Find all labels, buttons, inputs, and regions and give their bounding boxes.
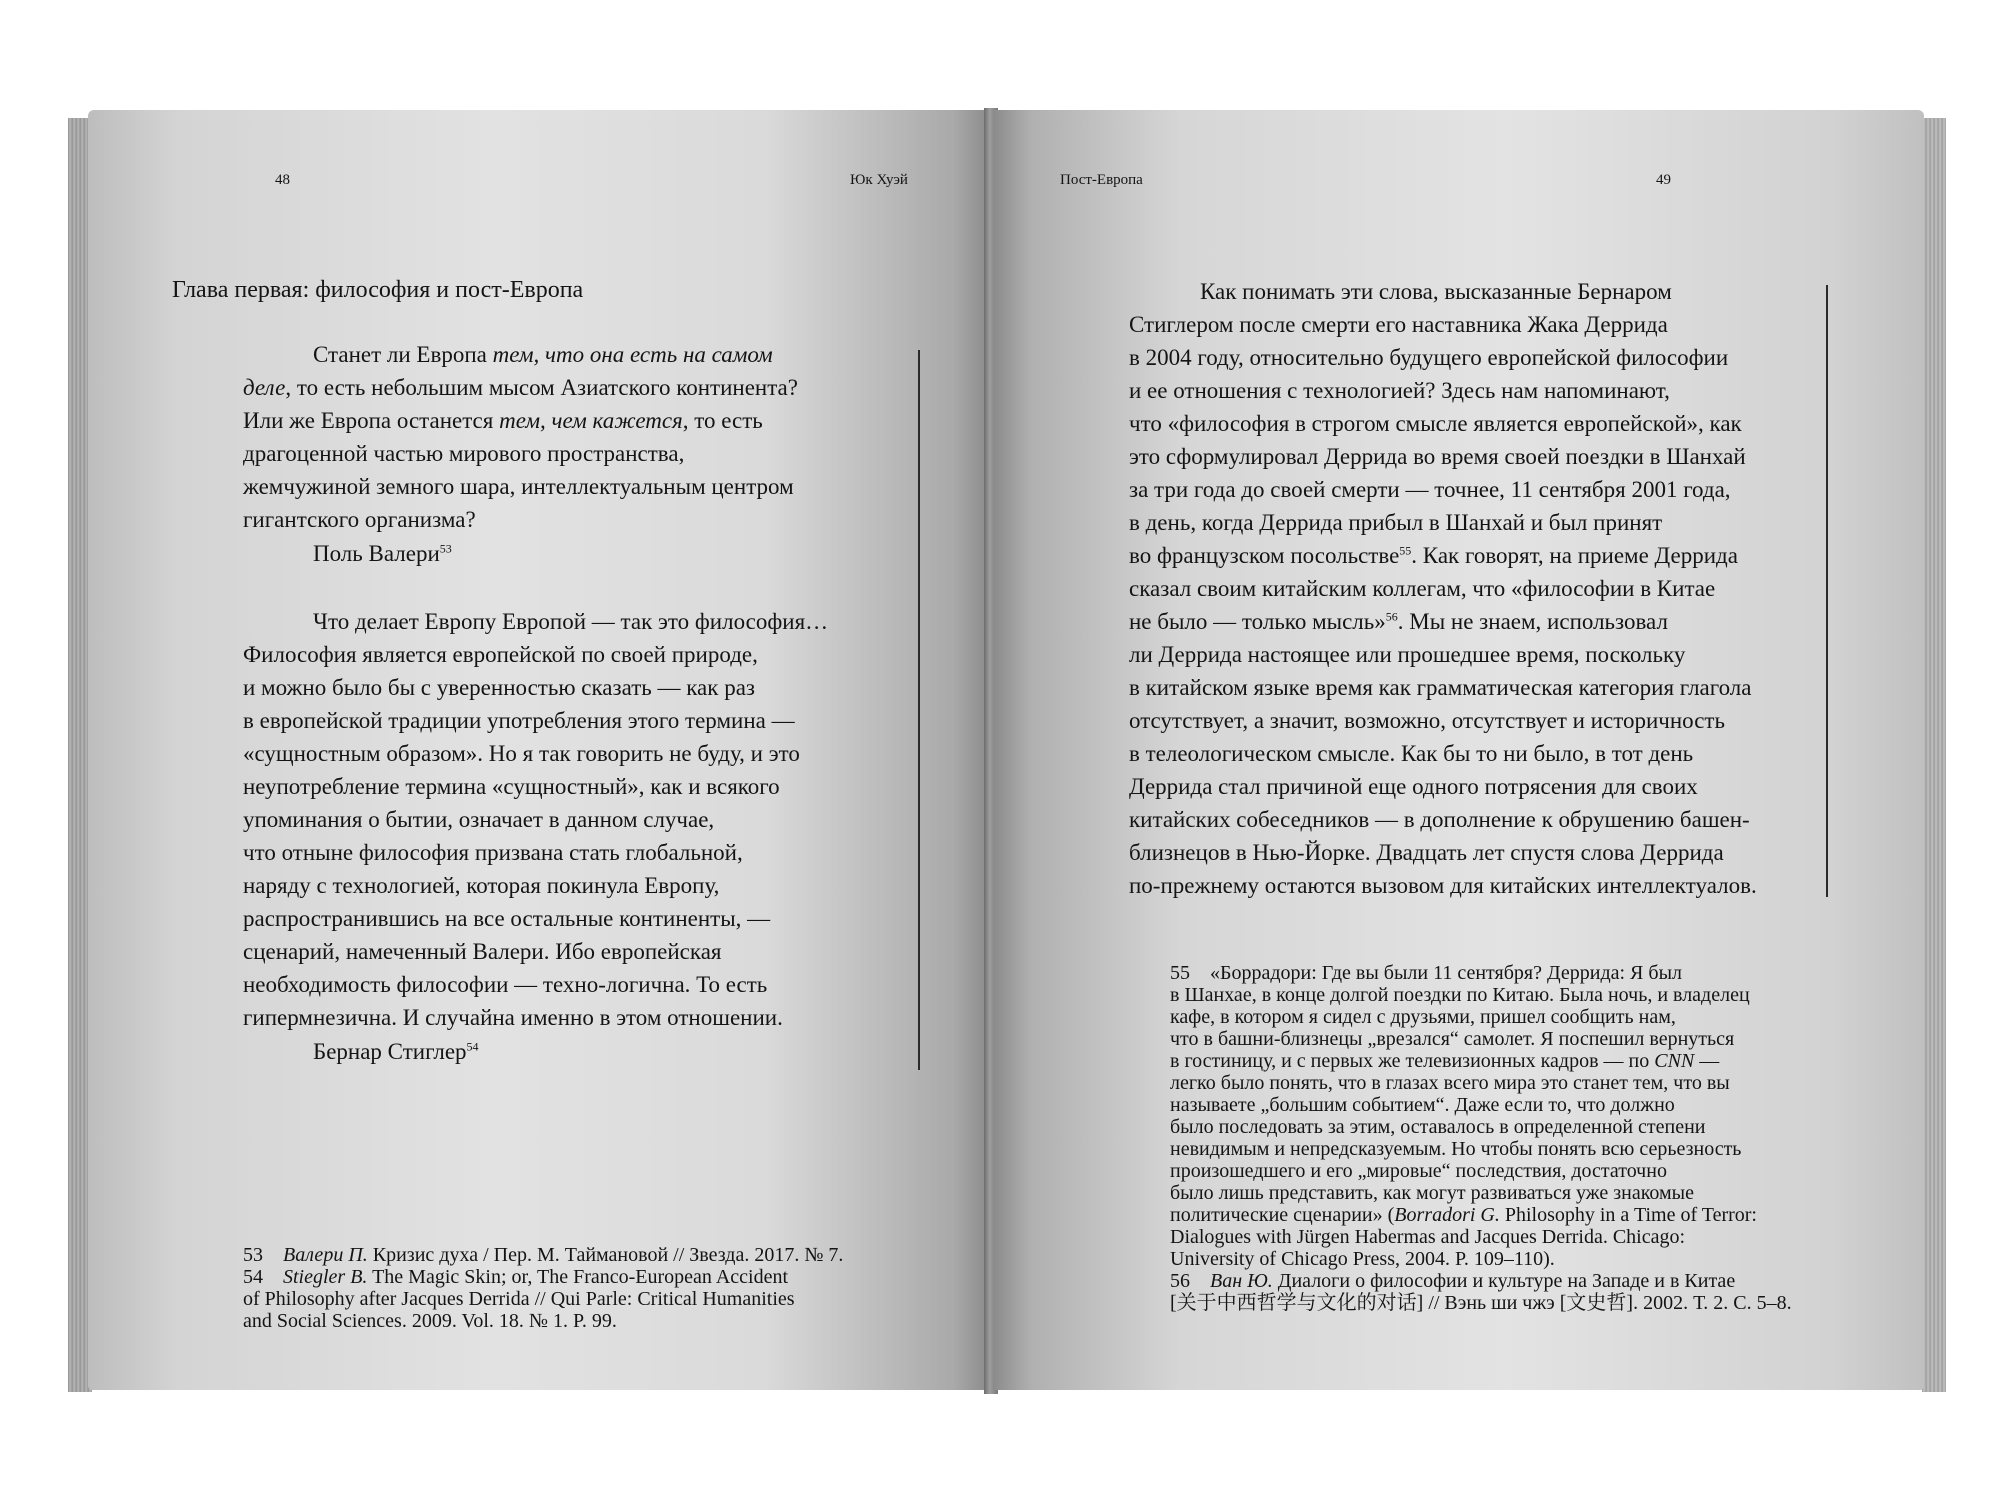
footnote-55-line: легко было понять, что в глазах всего мира это станет тем, что вы <box>1170 1072 1730 1094</box>
body-line: Как понимать эти слова, высказанные Бернаром <box>1200 279 1672 304</box>
epigraph2-line: Что делает Европу Европой — так это философия… <box>313 609 829 634</box>
footnote-55-line: Dialogues with Jürgen Habermas and Jacques Derrida. Chicago: <box>1170 1226 1686 1248</box>
epigraph2-line: сценарий, намеченный Валери. Ибо европейская <box>243 939 722 964</box>
body-line: китайских собеседников — в дополнение к обрушению башен- <box>1129 807 1750 832</box>
epigraph2-line: и можно было бы с уверенностью сказать — как раз <box>243 675 755 700</box>
footnote-55-line: в Шанхае, в конце долгой поездки по Китаю. Была ночь, и владелец <box>1170 984 1750 1006</box>
footnote-55-line: что в башни-близнецы „врезался“ самолет. Я поспешил вернуться <box>1170 1028 1735 1050</box>
margin-rule <box>1826 285 1828 897</box>
body-line: в день, когда Деррида прибыл в Шанхай и был принят <box>1129 510 1663 535</box>
epigraph2-line: упоминания о бытии, означает в данном случае, <box>243 807 715 832</box>
epigraph1-line: гигантского организма? <box>243 507 476 532</box>
epigraph2-line: распространившись на все остальные континенты, — <box>243 906 771 931</box>
epigraph2-author: Бернар Стиглер$^{54}$ <box>313 1039 479 1064</box>
footnote-ref-53[interactable]: 53 <box>439 541 452 556</box>
epigraph2-line: неупотребление термина «сущностный», как и всякого <box>243 774 780 799</box>
right-page-number: 49 <box>1656 172 1671 188</box>
right-page <box>994 110 1924 1390</box>
footnote-55-line: University of Chicago Press, 2004. P. 109–110). <box>1170 1248 1555 1270</box>
footnote-53: 53 Валери П. Кризис духа / Пер. М. Таймановой // Звезда. 2017. № 7. <box>243 1244 844 1266</box>
chapter-title: Глава первая: философия и пост-Европа <box>172 277 584 303</box>
footnote-54-line: of Philosophy after Jacques Derrida // Qui Parle: Critical Humanities <box>243 1288 795 1310</box>
epigraph2-line: что отныне философия призвана стать глобальной, <box>243 840 743 865</box>
margin-rule <box>918 350 920 1070</box>
body-line: отсутствует, а значит, возможно, отсутствует и историчность <box>1129 708 1725 733</box>
epigraph2-line: необходимость философии — техно-логична. То есть <box>243 972 768 997</box>
right-page-edges <box>1922 118 1946 1392</box>
epigraph1-line: Или же Европа останется тем, чем кажется, то есть <box>243 408 763 433</box>
epigraph1-line: деле, то есть небольшим мысом Азиатского континента? <box>243 375 798 400</box>
footnote-54-line: and Social Sciences. 2009. Vol. 18. № 1. P. 99. <box>243 1310 617 1332</box>
body-line: и ее отношения с технологией? Здесь нам напоминают, <box>1129 378 1670 403</box>
footnote-55-line: в гостиницу, и с первых же телевизионных кадров — по CNN — <box>1170 1050 1720 1072</box>
footnote-55-line: невидимым и непредсказуемым. Но чтобы понять всю серьезность <box>1170 1138 1742 1160</box>
epigraph1-author: Поль Валери$^{53}$ <box>313 541 452 566</box>
body-line: в 2004 году, относительно будущего европейской философии <box>1129 345 1729 370</box>
footnote-54: 54 Stiegler B. The Magic Skin; or, The Franco-European Accident <box>243 1266 789 1288</box>
footnote-55-line: кафе, в котором я сидел с друзьями, пришел сообщить нам, <box>1170 1006 1676 1028</box>
left-page-number: 48 <box>275 172 290 188</box>
body-line: в телеологическом смысле. Как бы то ни было, в тот день <box>1129 741 1694 766</box>
footnote-56-line: [关于中西哲学与文化的对话] // Вэнь ши чжэ [文史哲]. 2002. Т. 2. С. 5–8. <box>1170 1292 1792 1314</box>
footnote-55-line: произошедшего и его „мировые“ последствия, достаточно <box>1170 1160 1667 1182</box>
footnote-56: 56 Ван Ю. Диалоги о философии и культуре на Западе и в Китае <box>1170 1270 1736 1292</box>
epigraph2-line: гипермнезична. И случайна именно в этом отношении. <box>243 1005 783 1030</box>
footnote-55-line: было лишь представить, как могут развиваться уже знакомые <box>1170 1182 1694 1204</box>
footnote-55-line: политические сценарии» (Borradori G. Philosophy in a Time of Terror: <box>1170 1204 1757 1226</box>
footnote-55: 55 «Боррадори: Где вы были 11 сентября? Деррида: Я был <box>1170 962 1682 984</box>
epigraph1-line: Станет ли Европа тем, что она есть на самом <box>313 342 773 367</box>
body-line: Стиглером после смерти его наставника Жака Деррида <box>1129 312 1668 337</box>
epigraph2-line: Философия является европейской по своей природе, <box>243 642 758 667</box>
body-line: в китайском языке время как грамматическая категория глагола <box>1129 675 1752 700</box>
body-line: близнецов в Нью-Йорке. Двадцать лет спустя слова Деррида <box>1129 840 1724 865</box>
footnote-55-line: называете „большим событием“. Даже если то, что должно <box>1170 1094 1675 1116</box>
footnote-55-line: было последовать за этим, оставалось в определенной степени <box>1170 1116 1706 1138</box>
epigraph1-line: драгоценной частью мирового пространства, <box>243 441 685 466</box>
footnote-ref-56[interactable]: 56 <box>1385 609 1398 624</box>
body-line: не было — только мысль»$^{56}$. Мы не знаем, использовал <box>1129 609 1668 634</box>
body-line: что «философия в строгом смысле является европейской», как <box>1129 411 1742 436</box>
body-line: ли Деррида настоящее или прошедшее время, поскольку <box>1129 642 1686 667</box>
epigraph1-line: жемчужиной земного шара, интеллектуальным центром <box>243 474 794 499</box>
body-line: это сформулировал Деррида во время своей поездки в Шанхай <box>1129 444 1746 469</box>
left-page <box>88 110 990 1390</box>
body-line: во французском посольстве$^{55}$. Как говорят, на приеме Деррида <box>1129 543 1738 568</box>
right-running-head: Пост-Европа <box>1060 172 1143 188</box>
epigraph2-line: наряду с технологией, которая покинула Европу, <box>243 873 720 898</box>
footnote-ref-54[interactable]: 54 <box>466 1039 479 1054</box>
body-line: за три года до своей смерти — точнее, 11 сентября 2001 года, <box>1129 477 1731 502</box>
left-running-head: Юк Хуэй <box>850 172 908 188</box>
footnote-ref-55[interactable]: 55 <box>1399 543 1412 558</box>
body-line: по-прежнему остаются вызовом для китайских интеллектуалов. <box>1129 873 1757 898</box>
body-line: Деррида стал причиной еще одного потрясения для своих <box>1129 774 1698 799</box>
body-line: сказал своим китайским коллегам, что «философии в Китае <box>1129 576 1716 601</box>
epigraph2-line: «сущностным образом». Но я так говорить не буду, и это <box>243 741 800 766</box>
epigraph2-line: в европейской традиции употребления этого термина — <box>243 708 795 733</box>
